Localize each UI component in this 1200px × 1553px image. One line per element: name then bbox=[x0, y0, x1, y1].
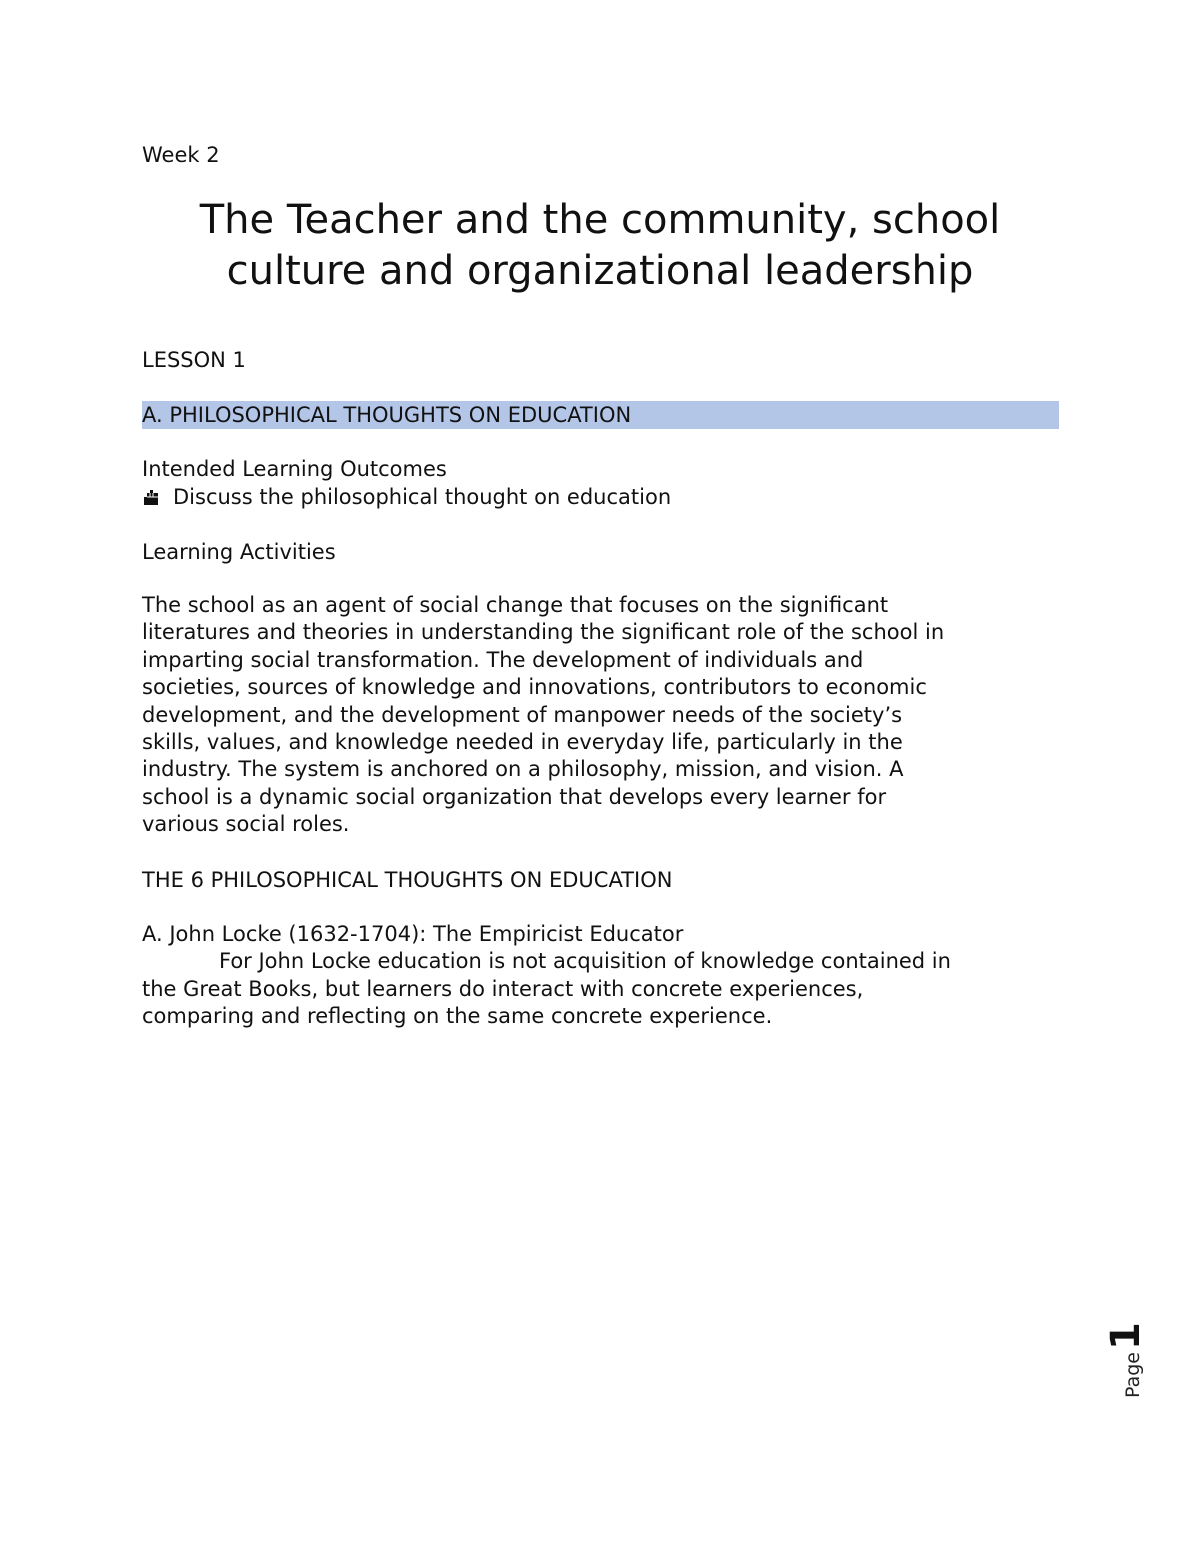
paragraph-line: imparting social transformation. The development of individuals and bbox=[142, 647, 864, 672]
page-number-value: 1 bbox=[1103, 1322, 1149, 1350]
locke-body-line: For John Locke education is not acquisition of knowledge contained in bbox=[219, 949, 951, 974]
intended-outcomes-heading: Intended Learning Outcomes bbox=[142, 457, 447, 481]
locke-body-line: comparing and reflecting on the same concrete experience. bbox=[142, 1004, 773, 1029]
six-thoughts-heading: THE 6 PHILOSOPHICAL THOUGHTS ON EDUCATION bbox=[142, 868, 673, 892]
locke-body-line: the Great Books, but learners do interact with concrete experiences, bbox=[142, 976, 864, 1001]
title-line-1: The Teacher and the community, school bbox=[199, 197, 1001, 243]
section-heading: A. PHILOSOPHICAL THOUGHTS ON EDUCATION bbox=[142, 401, 1059, 429]
paragraph-line: skills, values, and knowledge needed in everyday life, particularly in the bbox=[142, 730, 903, 755]
week-label: Week 2 bbox=[142, 143, 220, 167]
page-number bbox=[1103, 1310, 1163, 1400]
learning-activities-paragraph bbox=[142, 592, 1062, 839]
document-title bbox=[142, 195, 1058, 297]
paragraph-line: literatures and theories in understanding the significant role of the school in bbox=[142, 620, 945, 645]
paragraph-line: school is a dynamic social organization that develops every learner for bbox=[142, 784, 887, 809]
title-line-2: culture and organizational leadership bbox=[226, 248, 974, 294]
lesson-label: LESSON 1 bbox=[142, 348, 246, 372]
locke-heading: A. John Locke (1632-1704): The Empiricist Educator bbox=[142, 922, 684, 946]
learning-activities-heading: Learning Activities bbox=[142, 540, 336, 564]
paragraph-line: industry. The system is anchored on a philosophy, mission, and vision. A bbox=[142, 757, 904, 782]
intended-outcome-item bbox=[142, 483, 671, 511]
paragraph-line: The school as an agent of social change that focuses on the significant bbox=[142, 593, 889, 617]
page-word: Page bbox=[1122, 1352, 1144, 1398]
intended-outcome-text: Discuss the philosophical thought on education bbox=[173, 485, 672, 509]
pointing-hand-icon bbox=[142, 483, 160, 511]
paragraph-line: development, and the development of manpower needs of the society’s bbox=[142, 702, 903, 727]
paragraph-line: various social roles. bbox=[142, 812, 350, 837]
locke-section bbox=[142, 921, 1062, 1031]
paragraph-line: societies, sources of knowledge and innovations, contributors to economic bbox=[142, 675, 927, 700]
